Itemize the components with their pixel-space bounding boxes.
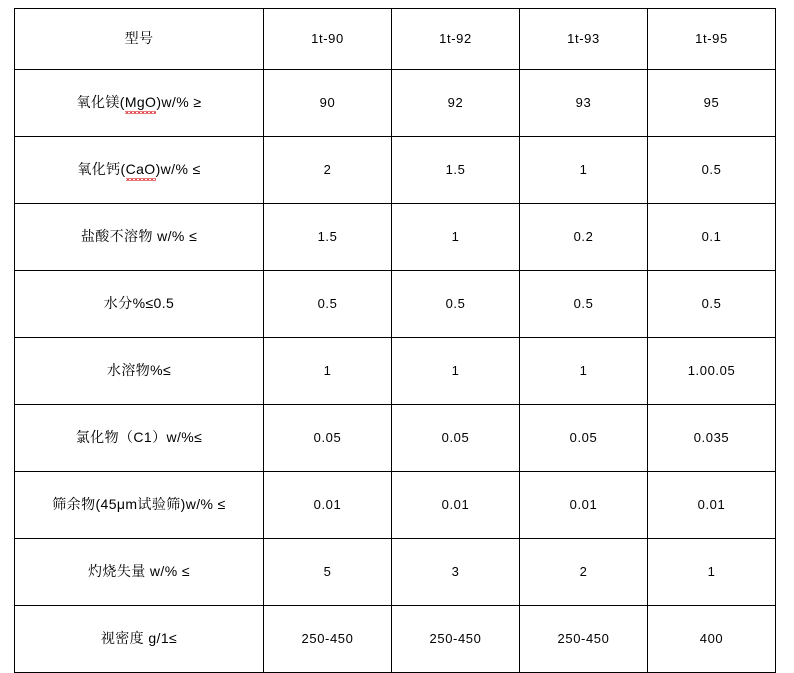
row-label-loss-on-ignition: 灼烧失量 w/% ≤ [15, 539, 264, 606]
table-row [15, 405, 776, 472]
row-label-apparent-density: 视密度 g/1≤ [15, 606, 264, 673]
header-col-4: 1t-95 [648, 9, 776, 70]
cell-value: 250-450 [520, 606, 648, 673]
table-row [15, 539, 776, 606]
row-label-mgo [15, 70, 264, 137]
table-row [15, 606, 776, 673]
cell-value: 0.5 [264, 271, 392, 338]
cell-value: 400 [648, 606, 776, 673]
label-prefix: 氧化镁( [76, 94, 125, 111]
row-label-water-soluble: 水溶物%≤ [15, 338, 264, 405]
cell-value: 1 [520, 338, 648, 405]
table-body [15, 9, 776, 673]
cell-value: 0.01 [264, 472, 392, 539]
label-squiggle: CaO [125, 161, 156, 178]
label-suffix: )w/% ≥ [156, 94, 202, 111]
cell-value: 92 [392, 70, 520, 137]
cell-value: 0.1 [648, 204, 776, 271]
cell-value: 0.5 [648, 137, 776, 204]
cell-value: 0.035 [648, 405, 776, 472]
cell-value: 1.5 [264, 204, 392, 271]
row-label-chloride: 氯化物（C1）w/%≤ [15, 405, 264, 472]
cell-value: 90 [264, 70, 392, 137]
label-prefix: 氧化钙( [77, 161, 126, 178]
cell-value: 0.05 [264, 405, 392, 472]
cell-value: 2 [520, 539, 648, 606]
table-row [15, 472, 776, 539]
cell-value: 0.05 [520, 405, 648, 472]
header-label-cell: 型号 [15, 9, 264, 70]
cell-value: 250-450 [264, 606, 392, 673]
cell-value: 1 [392, 204, 520, 271]
cell-value: 93 [520, 70, 648, 137]
cell-value: 1 [392, 338, 520, 405]
table-row [15, 70, 776, 137]
cell-value: 0.05 [392, 405, 520, 472]
label-suffix: )w/% ≤ [155, 161, 201, 178]
cell-value: 0.01 [520, 472, 648, 539]
label-squiggle: MgO [124, 94, 157, 111]
cell-value: 0.5 [392, 271, 520, 338]
cell-value: 250-450 [392, 606, 520, 673]
cell-value: 1 [264, 338, 392, 405]
table-row [15, 137, 776, 204]
cell-value: 0.5 [648, 271, 776, 338]
cell-value: 1.00.05 [648, 338, 776, 405]
table-row [15, 271, 776, 338]
row-label-cao [15, 137, 264, 204]
row-label-hcl-insoluble: 盐酸不溶物 w/% ≤ [15, 204, 264, 271]
header-col-2: 1t-92 [392, 9, 520, 70]
row-label-sieve-residue: 筛余物(45μm试验筛)w/% ≤ [15, 472, 264, 539]
cell-value: 95 [648, 70, 776, 137]
table-row [15, 338, 776, 405]
specification-table [14, 8, 776, 673]
cell-value: 5 [264, 539, 392, 606]
cell-value: 0.5 [520, 271, 648, 338]
cell-value: 1 [520, 137, 648, 204]
cell-value: 1.5 [392, 137, 520, 204]
row-label-moisture: 水分%≤0.5 [15, 271, 264, 338]
cell-value: 0.2 [520, 204, 648, 271]
header-col-1: 1t-90 [264, 9, 392, 70]
table-header-row [15, 9, 776, 70]
cell-value: 0.01 [392, 472, 520, 539]
cell-value: 0.01 [648, 472, 776, 539]
table-row [15, 204, 776, 271]
cell-value: 1 [648, 539, 776, 606]
cell-value: 3 [392, 539, 520, 606]
header-col-3: 1t-93 [520, 9, 648, 70]
cell-value: 2 [264, 137, 392, 204]
